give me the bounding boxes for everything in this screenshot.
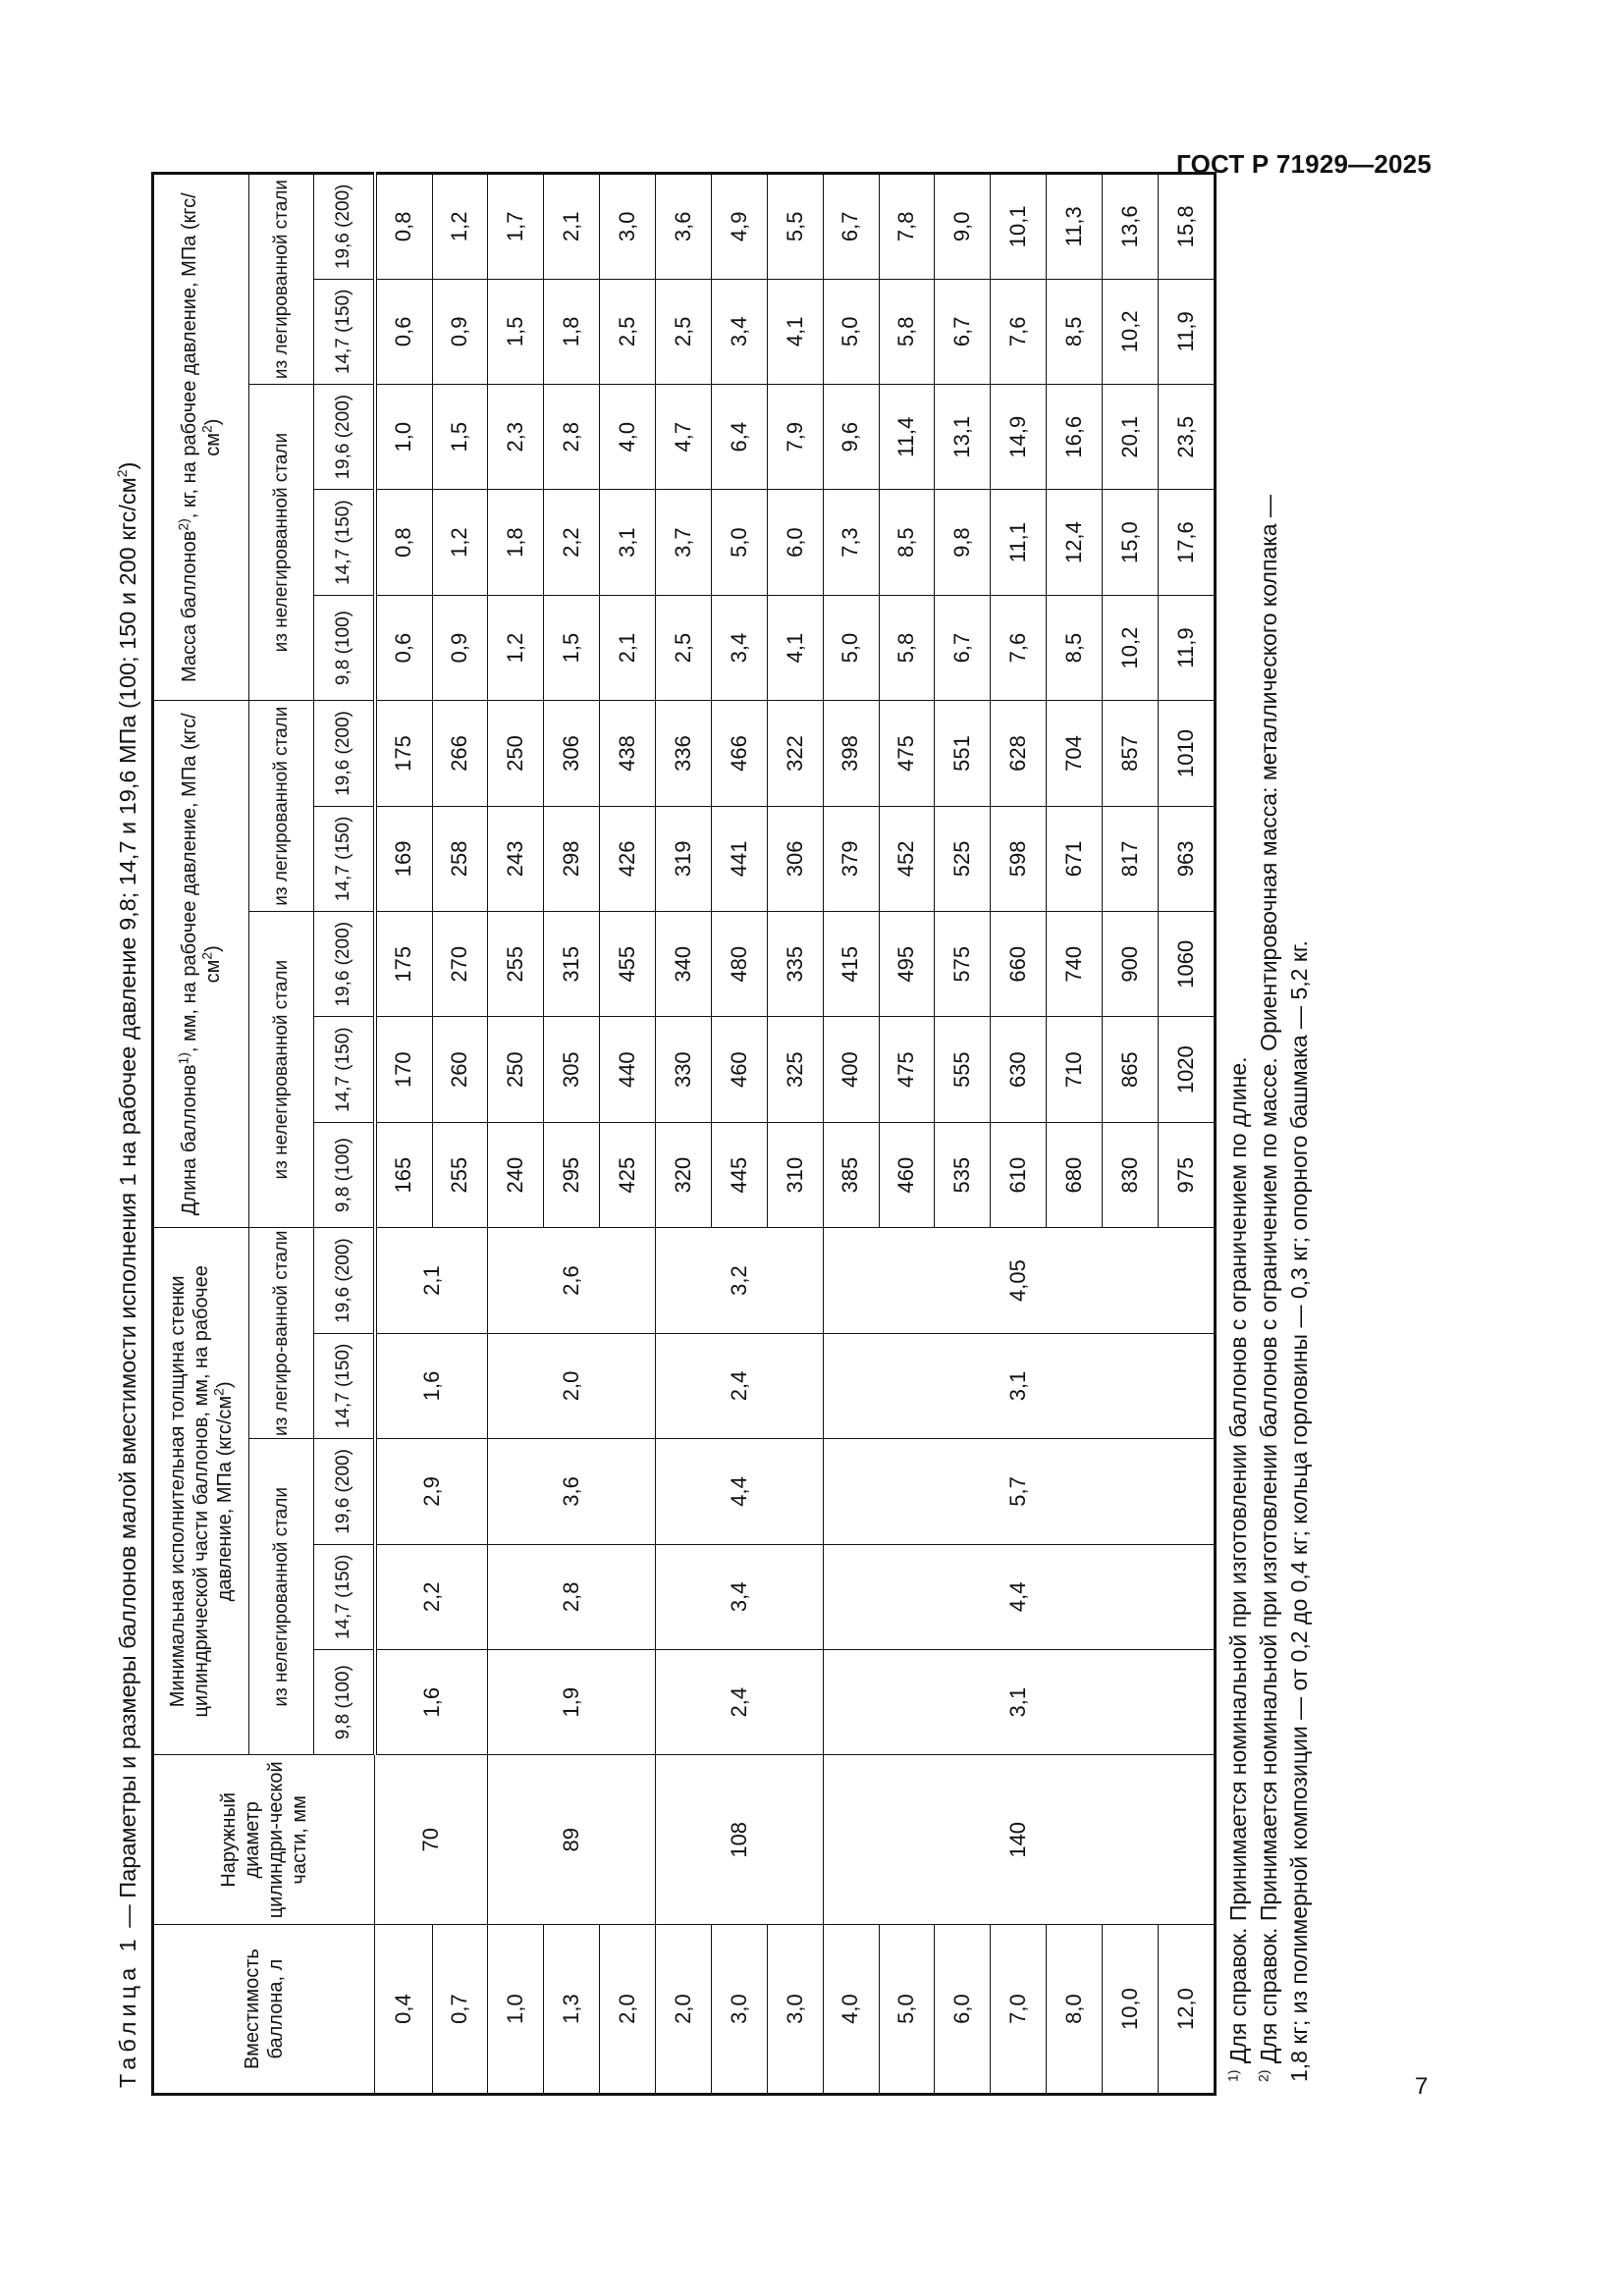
diameter-cell: 108 — [656, 1755, 824, 1925]
pressure-header: 14,7 (150) — [314, 490, 375, 595]
mass-cell: 3,6 — [656, 174, 712, 280]
mass-nonalloy-header: из нелегированной стали — [249, 385, 314, 701]
mass-cell: 16,6 — [1047, 385, 1103, 490]
mass-cell: 2,1 — [600, 595, 656, 700]
mass-cell: 5,0 — [823, 279, 879, 384]
wall-thickness-cell: 5,7 — [823, 1439, 1215, 1544]
mass-cell: 2,5 — [656, 279, 712, 384]
pressure-header: 9,8 (100) — [314, 595, 375, 700]
wall-thickness-cell: 3,4 — [656, 1544, 824, 1649]
mass-cell: 20,1 — [1103, 385, 1159, 490]
mass-cell: 4,9 — [711, 174, 767, 280]
table-caption — [108, 462, 147, 2088]
length-cell: 250 — [488, 1017, 544, 1122]
table-body — [375, 174, 1216, 2095]
pressure-header: 9,8 (100) — [314, 1122, 375, 1227]
mass-cell: 4,7 — [656, 385, 712, 490]
length-cell: 1020 — [1158, 1017, 1215, 1122]
length-cell: 660 — [991, 912, 1047, 1017]
length-cell: 817 — [1103, 806, 1159, 911]
footnote: $^{2)}$ Для справок. Принимается номинальной при изготовлении баллонов с ограничением по массе. Ориентировочная масса: металлического колпака — — [1255, 495, 1281, 2082]
mass-cell: 9,8 — [935, 490, 991, 595]
length-cell: 243 — [488, 806, 544, 911]
wall-thickness-cell: 3,6 — [488, 1439, 656, 1544]
length-cell: 857 — [1103, 701, 1159, 806]
length-cell: 963 — [1158, 806, 1215, 911]
length-cell: 452 — [879, 806, 935, 911]
capacity-cell: 5,0 — [879, 1925, 935, 2095]
mass-cell: 9,0 — [935, 174, 991, 280]
capacity-cell: 4,0 — [823, 1925, 879, 2095]
wall-thickness-cell: 2,2 — [375, 1544, 488, 1649]
length-cell: 475 — [879, 1017, 935, 1122]
length-cell: 704 — [1047, 701, 1103, 806]
length-cell: 455 — [600, 912, 656, 1017]
length-cell: 295 — [544, 1122, 600, 1227]
mass-cell: 2,5 — [600, 279, 656, 384]
length-cell: 255 — [488, 912, 544, 1017]
pressure-header: 14,7 (150) — [314, 806, 375, 911]
length-cell: 555 — [935, 1017, 991, 1122]
pressure-header: 19,6 (200) — [314, 385, 375, 490]
length-cell: 305 — [544, 1017, 600, 1122]
capacity-cell: 8,0 — [1047, 1925, 1103, 2095]
capacity-cell: 0,7 — [432, 1925, 488, 2095]
mass-cell: 3,1 — [600, 490, 656, 595]
length-cell: 270 — [432, 912, 488, 1017]
length-cell: 336 — [656, 701, 712, 806]
mass-cell: 1,5 — [544, 595, 600, 700]
length-cell: 306 — [767, 806, 823, 911]
mass-cell: 9,6 — [823, 385, 879, 490]
length-cell: 475 — [879, 701, 935, 806]
pressure-header: 19,6 (200) — [314, 1228, 375, 1333]
length-cell: 598 — [991, 806, 1047, 911]
caption-end: ) — [115, 461, 140, 470]
length-cell: 298 — [544, 806, 600, 911]
length-cell: 575 — [935, 912, 991, 1017]
pressure-header: 19,6 (200) — [314, 1439, 375, 1544]
wall-thickness-cell: 1,6 — [375, 1650, 488, 1755]
rotated-table-block — [108, 74, 1335, 2096]
length-cell: 400 — [823, 1017, 879, 1122]
mass-cell: 8,5 — [879, 490, 935, 595]
length-nonalloy-header: из нелегированной стали — [249, 912, 314, 1228]
pressure-header: 14,7 (150) — [314, 1333, 375, 1438]
length-cell: 255 — [432, 1122, 488, 1227]
mass-cell: 13,1 — [935, 385, 991, 490]
length-cell: 710 — [1047, 1017, 1103, 1122]
wall-thickness-cell: 3,1 — [823, 1650, 1215, 1755]
length-cell: 335 — [767, 912, 823, 1017]
capacity-cell: 10,0 — [1103, 1925, 1159, 2095]
mass-cell: 1,7 — [488, 174, 544, 280]
footnote: $^{1)}$ Для справок. Принимается номинальной при изготовлении баллонов с ограничением по длине. — [1224, 1056, 1251, 2082]
mass-cell: 15,0 — [1103, 490, 1159, 595]
mass-cell: 11,4 — [879, 385, 935, 490]
capacity-cell: 3,0 — [767, 1925, 823, 2095]
wall-thickness-cell: 4,4 — [823, 1544, 1215, 1649]
mass-cell: 1,5 — [488, 279, 544, 384]
length-cell: 830 — [1103, 1122, 1159, 1227]
length-cell: 260 — [432, 1017, 488, 1122]
wall-thickness-cell: 1,9 — [488, 1650, 656, 1755]
length-cell: 466 — [711, 701, 767, 806]
mass-cell: 11,9 — [1158, 595, 1215, 700]
capacity-cell: 0,4 — [375, 1925, 433, 2095]
mass-cell: 3,7 — [656, 490, 712, 595]
table-row — [656, 174, 712, 2095]
wall-thickness-cell: 2,1 — [375, 1228, 488, 1333]
diameter-cell: 89 — [488, 1755, 656, 1925]
mass-cell: 3,4 — [711, 279, 767, 384]
length-cell: 535 — [935, 1122, 991, 1227]
mass-cell: 0,6 — [375, 279, 433, 384]
mass-cell: 5,0 — [823, 595, 879, 700]
mass-cell: 10,1 — [991, 174, 1047, 280]
wall-nonalloy-header: из нелегированной стали — [249, 1439, 314, 1755]
length-cell: 306 — [544, 701, 600, 806]
mass-cell: 0,9 — [432, 279, 488, 384]
capacity-cell: 12,0 — [1158, 1925, 1215, 2095]
mass-cell: 6,7 — [935, 279, 991, 384]
length-cell: 610 — [991, 1122, 1047, 1227]
length-cell: 320 — [656, 1122, 712, 1227]
mass-cell: 1,2 — [432, 174, 488, 280]
length-cell: 551 — [935, 701, 991, 806]
table-row — [488, 174, 544, 2095]
wall-thickness-cell: 3,2 — [656, 1228, 824, 1333]
mass-cell: 5,0 — [711, 490, 767, 595]
pressure-header: 14,7 (150) — [314, 1017, 375, 1122]
wall-thickness-cell: 4,4 — [656, 1439, 824, 1544]
mass-cell: 11,1 — [991, 490, 1047, 595]
mass-cell: 11,3 — [1047, 174, 1103, 280]
length-cell: 258 — [432, 806, 488, 911]
length-cell: 330 — [656, 1017, 712, 1122]
length-cell: 628 — [991, 701, 1047, 806]
mass-cell: 2,8 — [544, 385, 600, 490]
wall-thickness-cell: 1,6 — [375, 1333, 488, 1438]
footnotes — [1223, 495, 1315, 2082]
length-cell: 1060 — [1158, 912, 1215, 1017]
footnote: 1,8 кг; из полимерной композиции — от 0,2 до 0,4 кг; кольца горловины — 0,3 кг; опорного башмака — 5,2 кг. — [1286, 940, 1312, 2082]
mass-cell: 0,8 — [375, 490, 433, 595]
capacity-cell: 2,0 — [600, 1925, 656, 2095]
length-cell: 175 — [375, 912, 433, 1017]
mass-cell: 11,9 — [1158, 279, 1215, 384]
mass-cell: 5,8 — [879, 279, 935, 384]
length-cell: 680 — [1047, 1122, 1103, 1227]
pressure-header: 14,7 (150) — [314, 1544, 375, 1649]
mass-cell: 2,2 — [544, 490, 600, 595]
wall-thickness-cell: 2,4 — [656, 1650, 824, 1755]
capacity-cell: 1,3 — [544, 1925, 600, 2095]
length-cell: 425 — [600, 1122, 656, 1227]
col-diameter-header: Наружный диаметр цилиндри-ческой части, мм — [153, 1755, 375, 1925]
length-cell: 325 — [767, 1017, 823, 1122]
wall-thickness-cell: 3,1 — [823, 1333, 1215, 1438]
col-mass-header: Масса баллонов$^{2)}$, кг, на рабочее давление, МПа $(кгс/см^2)$ — [153, 174, 249, 701]
length-cell: 671 — [1047, 806, 1103, 911]
mass-cell: 1,8 — [488, 490, 544, 595]
mass-cell: 2,1 — [544, 174, 600, 280]
wall-thickness-cell: 2,8 — [488, 1544, 656, 1649]
length-cell: 460 — [711, 1017, 767, 1122]
length-cell: 460 — [879, 1122, 935, 1227]
length-cell: 480 — [711, 912, 767, 1017]
length-cell: 315 — [544, 912, 600, 1017]
length-cell: 445 — [711, 1122, 767, 1227]
length-cell: 438 — [600, 701, 656, 806]
table-row — [375, 174, 433, 2095]
mass-cell: 2,3 — [488, 385, 544, 490]
mass-cell: 4,1 — [767, 595, 823, 700]
mass-cell: 7,8 — [879, 174, 935, 280]
length-cell: 415 — [823, 912, 879, 1017]
capacity-cell: 6,0 — [935, 1925, 991, 2095]
mass-cell: 7,3 — [823, 490, 879, 595]
mass-cell: 0,8 — [375, 174, 433, 280]
wall-thickness-cell: 2,4 — [656, 1333, 824, 1438]
caption-prefix: Таблица 1 — [115, 1934, 140, 2088]
mass-cell: 1,8 — [544, 279, 600, 384]
length-cell: 865 — [1103, 1017, 1159, 1122]
length-cell: 250 — [488, 701, 544, 806]
wall-alloy-header: из легиро-ванной стали — [249, 1228, 314, 1439]
length-cell: 426 — [600, 806, 656, 911]
mass-cell: 1,2 — [488, 595, 544, 700]
wall-thickness-cell: 4,05 — [823, 1228, 1215, 1333]
mass-cell: 3,0 — [600, 174, 656, 280]
mass-cell: 10,2 — [1103, 279, 1159, 384]
length-cell: 630 — [991, 1017, 1047, 1122]
length-cell: 975 — [1158, 1122, 1215, 1227]
mass-cell: 5,8 — [879, 595, 935, 700]
length-cell: 322 — [767, 701, 823, 806]
length-cell: 266 — [432, 701, 488, 806]
mass-cell: 7,6 — [991, 595, 1047, 700]
length-cell: 170 — [375, 1017, 433, 1122]
pressure-header: 19,6 (200) — [314, 701, 375, 806]
table-row — [823, 174, 879, 2095]
length-cell: 340 — [656, 912, 712, 1017]
col-capacity-header: Вместимость баллона, л — [153, 1925, 375, 2095]
length-cell: 900 — [1103, 912, 1159, 1017]
pressure-header: 19,6 (200) — [314, 174, 375, 280]
wall-thickness-cell: 2,9 — [375, 1439, 488, 1544]
col-length-header: Длина баллонов$^{1)}$, мм, на рабочее давление, МПа $(кгс/см^2)$ — [153, 701, 249, 1228]
length-cell: 319 — [656, 806, 712, 911]
mass-cell: 14,9 — [991, 385, 1047, 490]
mass-cell: 0,6 — [375, 595, 433, 700]
wall-thickness-cell: 2,0 — [488, 1333, 656, 1438]
length-cell: 385 — [823, 1122, 879, 1227]
mass-cell: 17,6 — [1158, 490, 1215, 595]
length-cell: 441 — [711, 806, 767, 911]
mass-cell: 1,5 — [432, 385, 488, 490]
length-cell: 379 — [823, 806, 879, 911]
standard-number: ГОСТ Р 71929—2025 — [1176, 149, 1432, 179]
page-number: 7 — [1415, 2073, 1429, 2100]
capacity-cell: 2,0 — [656, 1925, 712, 2095]
pressure-header: 14,7 (150) — [314, 279, 375, 384]
length-cell: 440 — [600, 1017, 656, 1122]
length-cell: 310 — [767, 1122, 823, 1227]
capacity-cell: 7,0 — [991, 1925, 1047, 2095]
mass-cell: 4,0 — [600, 385, 656, 490]
length-cell: 240 — [488, 1122, 544, 1227]
mass-cell: 0,9 — [432, 595, 488, 700]
mass-cell: 8,5 — [1047, 595, 1103, 700]
length-cell: 175 — [375, 701, 433, 806]
length-cell: 169 — [375, 806, 433, 911]
diameter-cell: 70 — [375, 1755, 488, 1925]
mass-cell: 8,5 — [1047, 279, 1103, 384]
length-cell: 165 — [375, 1122, 433, 1227]
mass-cell: 4,1 — [767, 279, 823, 384]
cylinder-parameters-table — [151, 172, 1217, 2096]
length-cell: 398 — [823, 701, 879, 806]
mass-cell: 6,0 — [767, 490, 823, 595]
length-alloy-header: из легированной стали — [249, 701, 314, 912]
mass-cell: 2,5 — [656, 595, 712, 700]
capacity-cell: 3,0 — [711, 1925, 767, 2095]
mass-cell: 13,6 — [1103, 174, 1159, 280]
mass-alloy-header: из легированной стали — [249, 174, 314, 385]
length-cell: 525 — [935, 806, 991, 911]
pressure-header: 19,6 (200) — [314, 912, 375, 1017]
caption-text: — Параметры и размеры баллонов малой вместимости исполнения 1 на рабочее давление 9,8; 14,7 и 19,6 МПа (100; 150 и 200 кгс/см — [115, 477, 140, 1935]
mass-cell: 1,2 — [432, 490, 488, 595]
length-cell: 1010 — [1158, 701, 1215, 806]
mass-cell: 7,6 — [991, 279, 1047, 384]
mass-cell: 15,8 — [1158, 174, 1215, 280]
mass-cell: 5,5 — [767, 174, 823, 280]
mass-cell: 6,7 — [823, 174, 879, 280]
caption-sup: 2 — [114, 469, 131, 478]
mass-cell: 10,2 — [1103, 595, 1159, 700]
mass-cell: 23,5 — [1158, 385, 1215, 490]
mass-cell: 6,7 — [935, 595, 991, 700]
length-cell: 495 — [879, 912, 935, 1017]
mass-cell: 6,4 — [711, 385, 767, 490]
mass-cell: 7,9 — [767, 385, 823, 490]
mass-cell: 1,0 — [375, 385, 433, 490]
col-wall-header: Минимальная исполнительная толщина стенки цилиндрической части баллонов, мм, на рабочее давление, МПа $(кгс/см^2)$ — [153, 1228, 249, 1755]
diameter-cell: 140 — [823, 1755, 1215, 1925]
length-cell: 740 — [1047, 912, 1103, 1017]
wall-thickness-cell: 2,6 — [488, 1228, 656, 1333]
capacity-cell: 1,0 — [488, 1925, 544, 2095]
pressure-header: 9,8 (100) — [314, 1650, 375, 1755]
mass-cell: 12,4 — [1047, 490, 1103, 595]
mass-cell: 3,4 — [711, 595, 767, 700]
